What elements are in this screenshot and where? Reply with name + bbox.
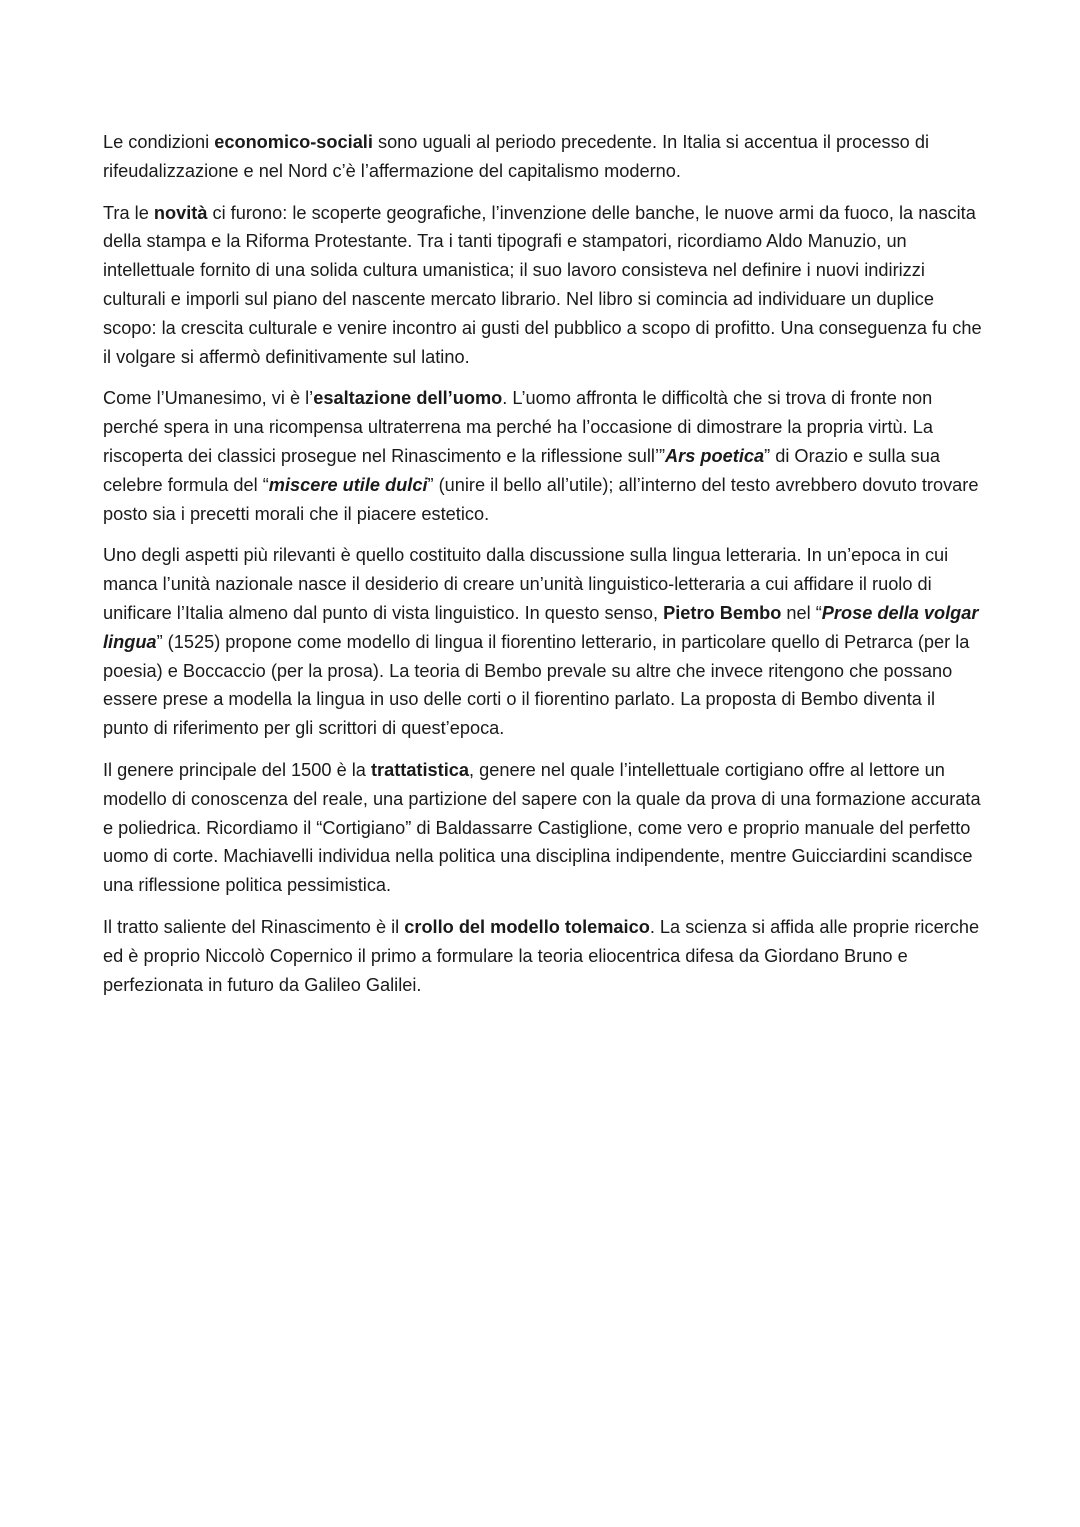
term-economico-sociali: economico-sociali <box>214 132 373 152</box>
text-run: , genere nel quale l’intellettuale cortigiano offre al lettore un modello di conoscenza del reale, una partizione del sapere con la quale da prova di una formazione accurata e poliedrica. Ricordiamo il “Cortigiano” di Baldassarre Castiglione, come vero e proprio manuale del perfetto uomo di corte. Machiavelli individua nella politica una disciplina indipendente, mentre Guicciardini scandisce una riflessione politica pessimistica. <box>103 759 981 896</box>
paragraph-economia <box>103 128 983 186</box>
term-esaltazione-uomo: esaltazione dell’uomo <box>313 388 503 409</box>
text-run: ” (unire il bello all’utile); all’interno del testo avrebbero dovuto trovare posto sia i precetti morali che il piacere estetico. <box>103 474 979 524</box>
text-run: Il tratto saliente del Rinascimento è il <box>103 916 405 937</box>
text-run: sono uguali al periodo precedente. In Italia si accentua il processo di rifeudalizzazione e nel Nord c’è l’affermazione del capitalismo moderno. <box>103 132 929 181</box>
title-ars-poetica: Ars poetica <box>665 445 765 466</box>
term-trattatistica: trattatistica <box>370 759 469 780</box>
term-novita: novità <box>153 202 208 223</box>
text-run: ci furono: le scoperte geografiche, l’invenzione delle banche, le nuove armi da fuoco, la nascita della stampa e la Riforma Protestante. Tra i tanti tipografi e stampatori, ricordiamo Aldo Manuzio, un intellettuale fornito di una solida cultura umanistica; il suo lavoro consisteva nel definire i nuovi indirizzi culturali e imporli sul piano del nascente mercato librario. Nel libro si comincia ad individuare un duplice scopo: la crescita culturale e venire incontro ai gusti del pubblico a scopo di profitto. Una conseguenza fu che il volgare si affermò definitivamente sul latino. <box>103 202 982 367</box>
quote-miscere-utile-dulci: miscere utile dulci <box>268 474 428 495</box>
text-run: Come l’Umanesimo, vi è l’ <box>103 388 314 409</box>
text-run: Tra le <box>103 202 154 223</box>
text-run: nel “ <box>781 602 822 623</box>
term-pietro-bembo: Pietro Bembo <box>663 602 782 623</box>
paragraph-novita <box>103 199 983 372</box>
text-run: Le condizioni <box>103 132 215 152</box>
title-prose-volgar-lingua: Prose della volgar lingua <box>103 602 979 652</box>
text-run: Il genere principale del 1500 è la <box>103 759 371 780</box>
text-run: ” di Orazio e sulla sua celebre formula del “ <box>103 445 940 495</box>
paragraph-trattatistica <box>103 756 983 900</box>
term-crollo-modello-tolemaico: crollo del modello tolemaico <box>404 916 650 937</box>
text-run: . L’uomo affronta le difficoltà che si trova di fronte non perché spera in una ricompensa ultraterrena ma perché ha l’occasione di dimostrare la propria virtù. La riscoperta dei classici prosegue nel Rinascimento e la riflessione sull’” <box>103 388 933 466</box>
text-run: ” (1525) propone come modello di lingua il fiorentino letterario, in particolare quello di Petrarca (per la poesia) e Boccaccio (per la prosa). La teoria di Bembo prevale su altre che invece ritengono che possano essere prese a modella la lingua in uso delle corti o il fiorentino parlato. La proposta di Bembo diventa il punto di riferimento per gli scrittori di quest’epoca. <box>103 631 970 739</box>
paragraph-lingua-letteraria <box>103 541 983 743</box>
paragraph-modello-tolemaico <box>103 913 983 999</box>
paragraph-esaltazione-uomo <box>103 384 983 528</box>
document-page <box>103 128 983 1012</box>
text-run: Uno degli aspetti più rilevanti è quello costituito dalla discussione sulla lingua letteraria. In un’epoca in cui manca l’unità nazionale nasce il desiderio di creare un’unità linguistico-letteraria a cui affidare il ruolo di unificare l’Italia almeno dal punto di vista linguistico. In questo senso, <box>103 545 949 623</box>
text-run: . La scienza si affida alle proprie ricerche ed è proprio Niccolò Copernico il primo a formulare la teoria eliocentrica difesa da Giordano Bruno e perfezionata in futuro da Galileo Galilei. <box>103 916 980 995</box>
